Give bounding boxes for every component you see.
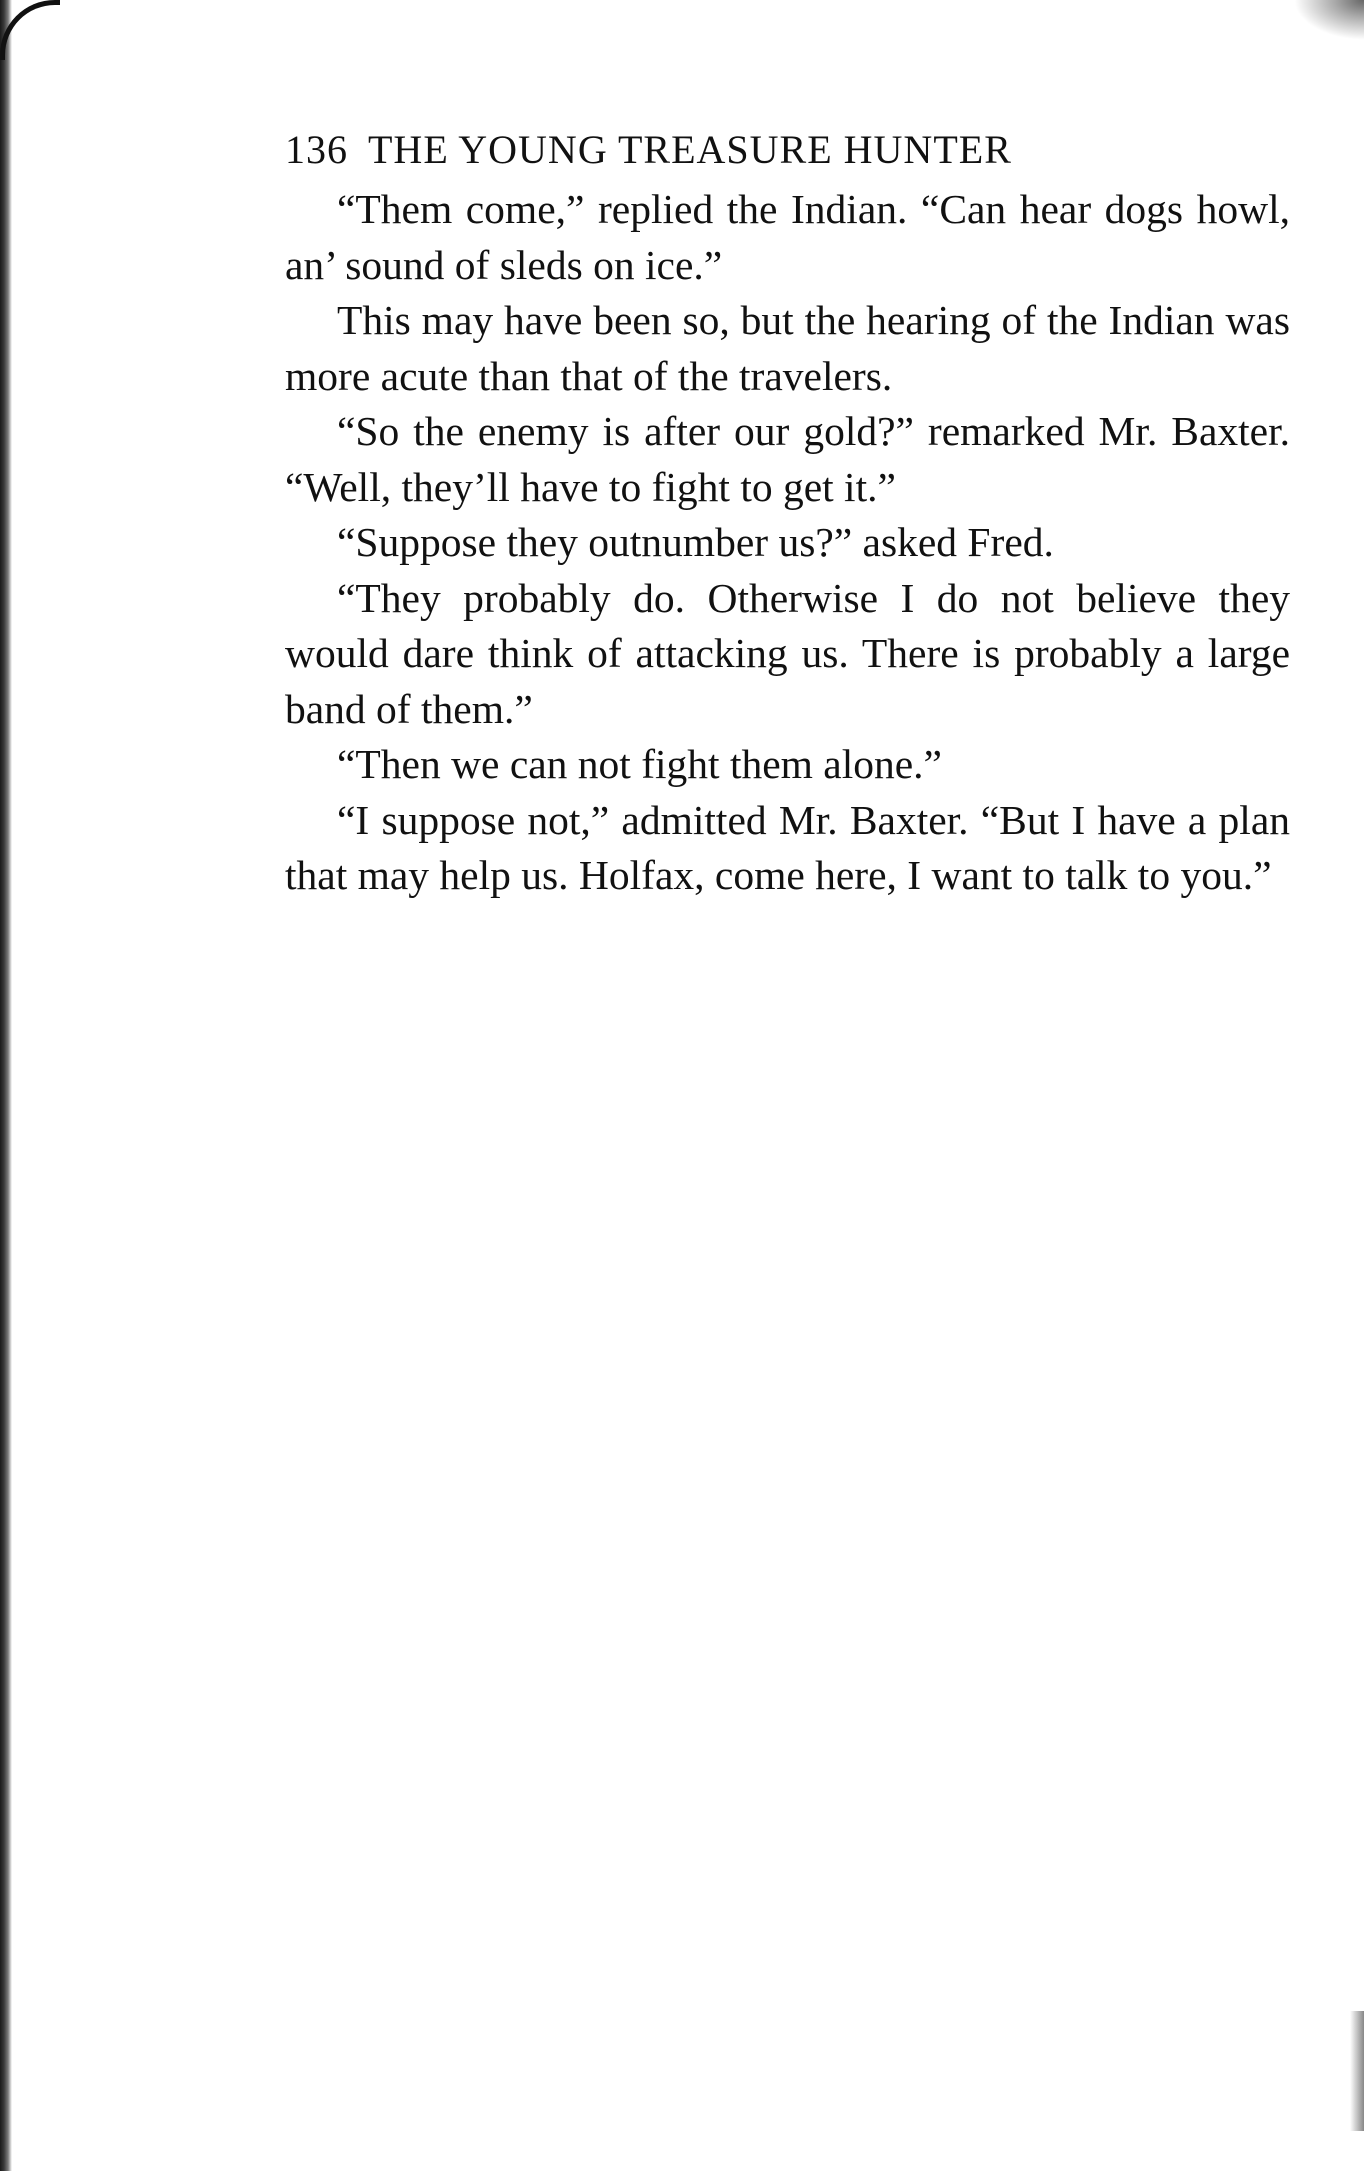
page-number: 136 [285,127,348,172]
paragraph: “They probably do. Otherwise I do not believe they would dare think of attacking us. There is probably a large band of them.” [285,574,1290,732]
paragraph: This may have been so, but the hearing of the Indian was more acute than that of the travelers. [285,297,1290,399]
paragraph: “So the enemy is after our gold?” remarked Mr. Baxter. “Well, they’ll have to fight to get it.” [285,408,1290,510]
book-spine-edge [0,0,12,2171]
scan-smudge-top [1294,0,1364,40]
book-title: THE YOUNG TREASURE HUNTER [368,127,1012,172]
paragraph: “I suppose not,” admitted Mr. Baxter. “But I have a plan that may help us. Holfax, come here, I want to talk to you.” [285,796,1290,898]
text-block [285,120,1290,904]
scan-smudge-bottom [1350,2011,1364,2131]
paragraph: “Suppose they outnumber us?” asked Fred. [337,519,1054,565]
paragraph: “Then we can not fight them alone.” [337,741,942,787]
running-head [285,120,1290,180]
paragraph: “Them come,” replied the Indian. “Can hear dogs howl, an’ sound of sleds on ice.” [285,186,1290,288]
body-text [285,182,1290,904]
